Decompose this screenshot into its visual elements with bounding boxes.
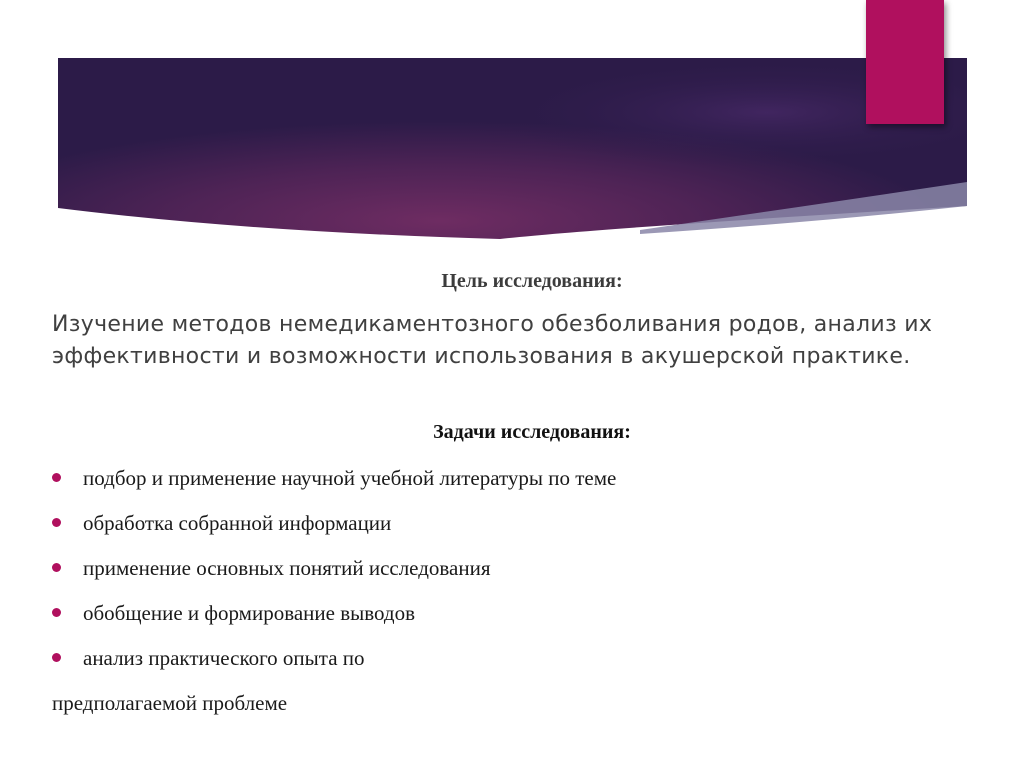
task-label: обработка собранной информации: [83, 511, 392, 535]
bullet-icon: [52, 563, 61, 572]
task-label: подбор и применение научной учебной литературы по теме: [83, 466, 617, 490]
accent-block: [866, 0, 944, 124]
bullet-icon: [52, 608, 61, 617]
bullet-icon: [52, 518, 61, 527]
bullet-icon: [52, 653, 61, 662]
goal-heading: Цель исследования:: [441, 270, 623, 292]
task-label: применение основных понятий исследования: [83, 556, 491, 580]
goal-text: Изучение методов немедикаментозного обезболивания родов, анализ их эффективности и возможности использования в акушерской практике.: [52, 312, 933, 369]
task-label: анализ практического опыта по: [83, 646, 365, 670]
tasks-heading: Задачи исследования:: [433, 421, 631, 443]
task-continuation: предполагаемой проблеме: [52, 691, 288, 715]
bullet-icon: [52, 473, 61, 482]
task-label: обобщение и формирование выводов: [83, 601, 416, 625]
